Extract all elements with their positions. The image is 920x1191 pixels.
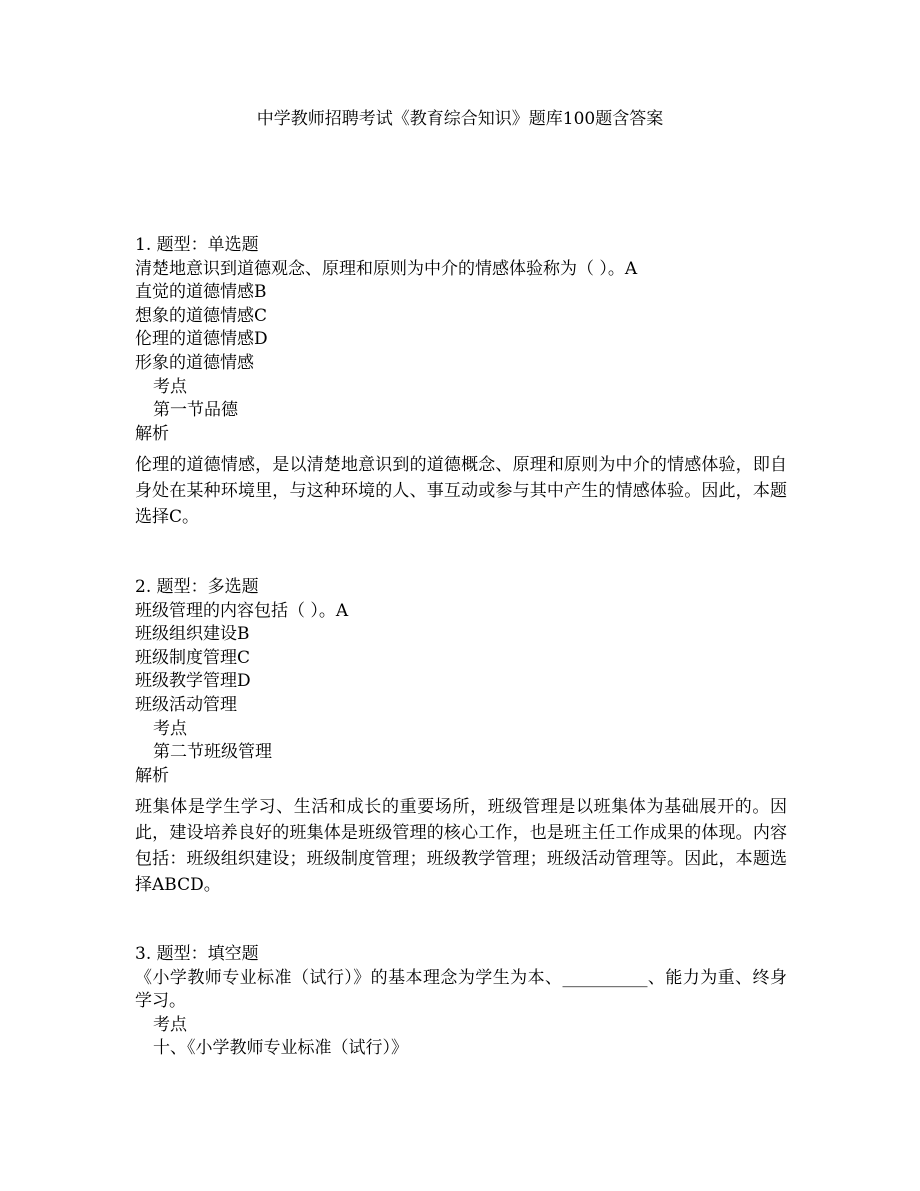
jiexi-label: 解析 [135,423,169,444]
analysis-text: 伦理的道德情感，是以清楚地意识到的道德概念、原理和原则为中介的情感体验，即自身处在某种环境里，与这种环境的人、事互动或参与其中产生的情感体验。因此，本题选择C。 [135,455,787,528]
question-type: 1. 题型：单选题 [135,235,259,255]
option: 班级制度管理C [135,647,251,668]
kaodian-label: 考点 [153,718,187,739]
option: 班级教学管理D [135,671,251,692]
option: 班级活动管理 [135,694,237,715]
kaodian-value: 第一节品德 [153,400,238,421]
jiexi-label: 解析 [135,765,169,786]
option: 伦理的道德情感D [135,329,268,350]
document-title: 中学教师招聘考试《教育综合知识》题库100题含答案 [256,109,664,129]
kaodian-value: 第二节班级管理 [153,742,272,763]
kaodian-label: 考点 [153,376,187,397]
question-1 [135,234,787,530]
kaodian-label: 考点 [153,1014,187,1035]
analysis-text: 班集体是学生学习、生活和成长的重要场所，班级管理是以班集体为基础展开的。因此，建设培养良好的班集体是班级管理的核心工作，也是班主任工作成果的体现。内容包括：班级组织建设；班级制度管理；班级教学管理；班级活动管理等。因此，本题选择ABCD。 [135,797,787,896]
question-2 [135,576,787,898]
option: 班级组织建设B [135,624,250,645]
question-type: 2. 题型：多选题 [135,577,259,597]
question-stem: 《小学教师专业标准（试行）》的基本理念为学生为本、__________、能力为重、终身学习。 [135,967,787,1012]
question-type: 3. 题型：填空题 [135,944,259,964]
option: 想象的道德情感C [135,305,268,326]
question-3 [135,943,787,1061]
option: 形象的道德情感 [135,352,254,373]
option: 直觉的道德情感B [135,282,267,303]
question-stem: 清楚地意识到道德观念、原理和原则为中介的情感体验称为（ ）。A [135,258,638,279]
kaodian-value: 十、《小学教师专业标准（试行）》 [153,1038,408,1059]
question-stem: 班级管理的内容包括（ ）。A [135,600,349,621]
